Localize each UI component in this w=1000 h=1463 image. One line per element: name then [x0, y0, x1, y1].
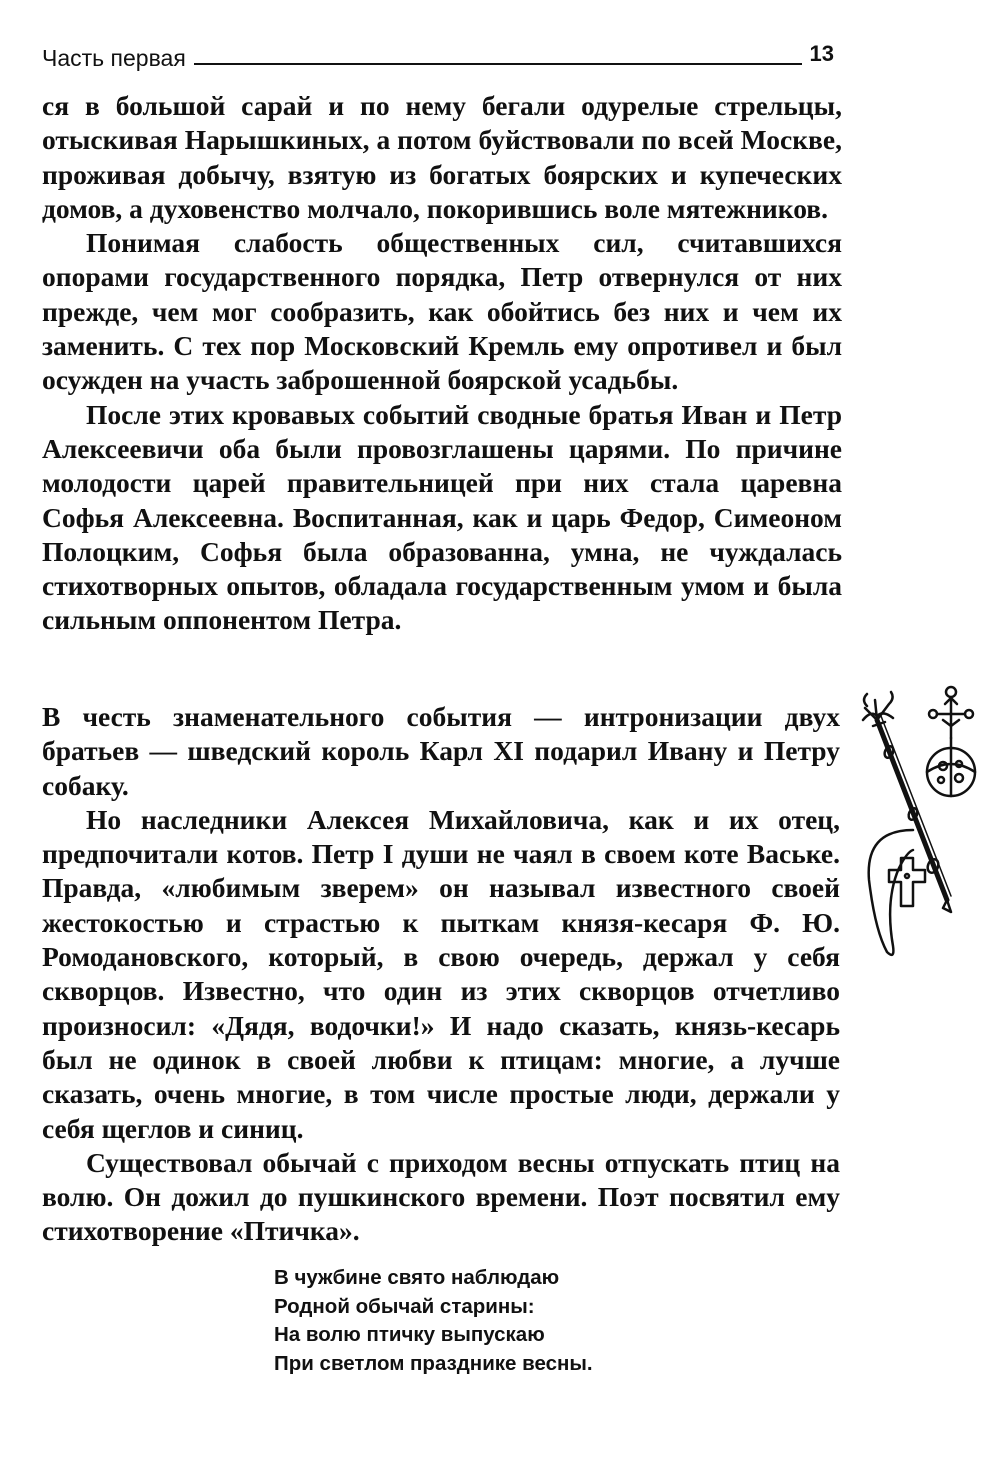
paragraph: В честь знаменательного события — интронизации двух братьев — шведский король Карл XI подарил Ивану и Петру собаку. [42, 701, 840, 801]
page-number: 13 [809, 41, 834, 66]
running-header [42, 36, 834, 72]
poem-line: При светлом празднике весны. [274, 1351, 593, 1375]
poem-line: В чужбине свято наблюдаю [274, 1266, 560, 1289]
paragraph: Но наследники Алексея Михайловича, как и их отец, предпочитали котов. Петр I души не чаял в своем коте Ваське. Правда, «любимым зверем» он называл известного своей жестокостью и страстью к пыткам князя-кесаря Ф. Ю. Ромодановского, который, в свою очередь, держал у себя скворцов. Известно, что один из этих скворцов отчетливо произносил: «Дядя, водочки!» И надо сказать, князь-кесарь был не одинок в своей любви к птицам: многие, а лучше сказать, очень многие, в том числе простые люди, держали у себя щеглов и синиц. [42, 803, 840, 1144]
poem-line: На волю птичку выпускаю [274, 1323, 545, 1346]
poem-line: Родной обычай старины: [274, 1294, 535, 1318]
paragraph: Существовал обычай с приходом весны отпускать птиц на волю. Он дожил до пушкинского времени. Поэт посвятил ему стихотворение «Птичка». [42, 1146, 840, 1247]
poem-quote [274, 1264, 593, 1378]
body-text-top [42, 89, 842, 638]
section-title: Часть первая [42, 45, 186, 71]
paragraph: После этих кровавых событий сводные братья Иван и Петр Алексеевичи оба были провозглашены царями. По причине молодости царей правительницей при них стала царевна Софья Алексеевна. Воспитанная, как и царь Федор, Симеоном Полоцким, Софья была образованна, умна, не чуждалась стихотворных опытов, обладала государственным умом и была сильным оппонентом Петра. [42, 398, 842, 636]
paragraph: Понимая слабость общественных сил, считавшихся опорами государственного порядка, Петр отвернулся от них прежде, чем мог сообразить, как обойтись без них и чем их заменить. С тех пор Московский Кремль ему опротивел и был осужден на участь заброшенной боярской усадьбы. [42, 227, 842, 396]
header-rule [194, 63, 802, 65]
paragraph: ся в большой сарай и по нему бегали одурелые стрельцы, отыскивая Нарышкиных, а потом буйствовали по всей Москве, проживая добычу, взятую из богатых боярских и купеческих домов, а духовенство молчало, покорившись воле мятежников. [42, 90, 842, 224]
body-text-bottom [42, 700, 840, 1249]
cross-and-scepter-icon [855, 680, 995, 960]
